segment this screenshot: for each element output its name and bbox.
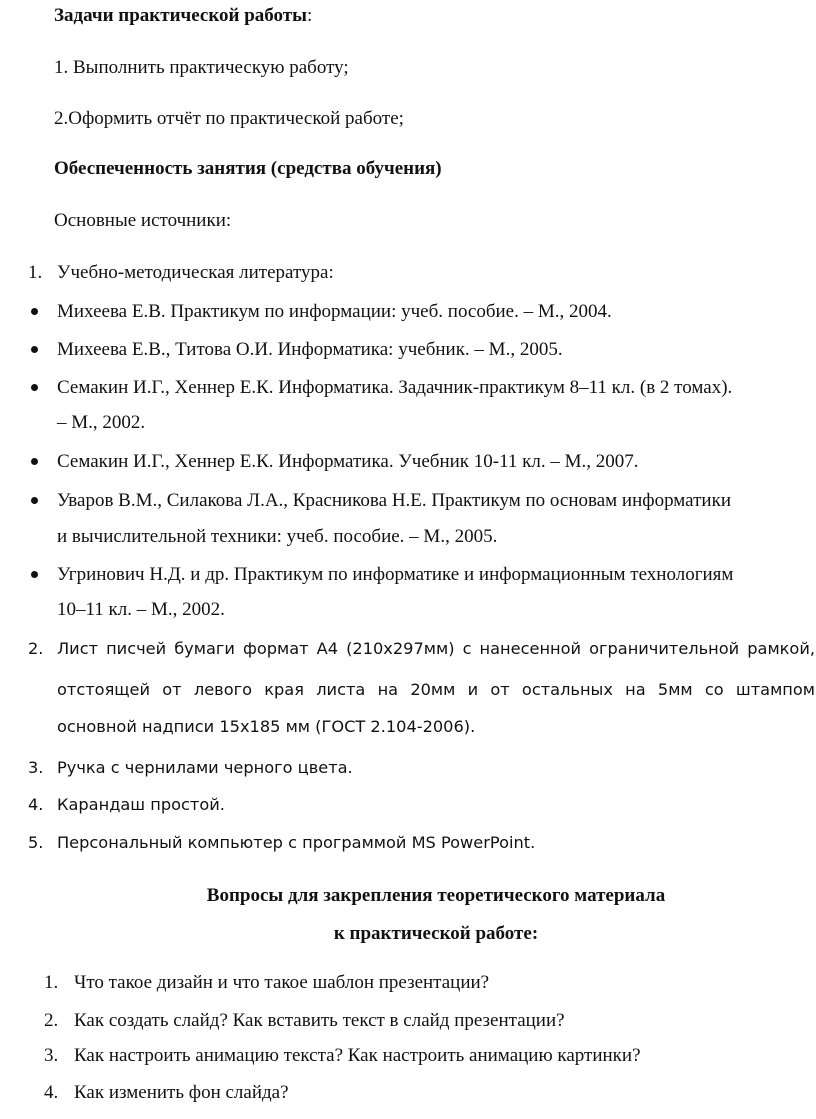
list-item-text: Учебно-методическая литература:: [57, 262, 334, 283]
task-item: 1. Выполнить практическую работу;: [54, 57, 349, 78]
literature-item: Михеева Е.В., Титова О.И. Информатика: учебник. – М., 2005.: [57, 339, 563, 360]
literature-item: Михеева Е.В. Практикум по информации: учеб. пособие. – М., 2004.: [57, 301, 612, 322]
questions-subtitle: к практической работе:: [333, 923, 539, 944]
literature-item-cont: 10–11 кл. – М., 2002.: [57, 599, 225, 620]
task-item: 2.Оформить отчёт по практической работе;: [54, 108, 404, 129]
literature-item-cont: и вычислительной техники: учеб. пособие. – М., 2005.: [57, 526, 498, 547]
bullet-icon: [31, 384, 38, 391]
question-text: Как изменить фон слайда?: [74, 1082, 289, 1103]
list-item-text: Лист писчей бумаги формат А4 (210х297мм) с нанесенной ограничительной рамкой,: [57, 639, 815, 658]
list-number: 5.: [28, 833, 44, 852]
list-number: 2.: [28, 639, 44, 658]
literature-item-cont: – М., 2002.: [57, 412, 146, 433]
bullet-icon: [31, 571, 38, 578]
tasks-heading: Задачи практической работы: [54, 5, 307, 26]
tasks-heading-colon: :: [306, 5, 313, 26]
list-item-text: Персональный компьютер с программой MS PowerPoint.: [57, 833, 536, 852]
literature-item: Уваров В.М., Силакова Л.А., Красникова Н.Е. Практикум по основам информатики: [57, 490, 731, 511]
question-text: Как настроить анимацию текста? Как настроить анимацию картинки?: [74, 1045, 641, 1066]
list-item-text-cont: отстоящей от левого края листа на 20мм и от остальных на 5мм со штампом: [57, 680, 815, 699]
question-number: 4.: [44, 1082, 59, 1103]
question-number: 2.: [44, 1010, 59, 1031]
literature-item: Семакин И.Г., Хеннер Е.К. Информатика. Задачник-практикум 8–11 кл. (в 2 томах).: [57, 377, 733, 398]
question-text: Как создать слайд? Как вставить текст в слайд презентации?: [74, 1010, 565, 1031]
tasks-heading-line: [54, 4, 312, 28]
sources-label: Основные источники:: [54, 210, 232, 231]
question-number: 1.: [44, 972, 59, 993]
questions-title: Вопросы для закрепления теоретического материала: [206, 885, 666, 906]
list-number: 4.: [28, 795, 44, 814]
provision-heading: Обеспеченность занятия (средства обучения): [54, 158, 442, 179]
literature-item: Угринович Н.Д. и др. Практикум по информатике и информационным технологиям: [57, 564, 734, 585]
list-item-text: Карандаш простой.: [57, 795, 225, 814]
list-item-text-cont: основной надписи 15х185 мм (ГОСТ 2.104-2006).: [57, 717, 476, 736]
bullet-icon: [31, 497, 38, 504]
list-number: 3.: [28, 758, 44, 777]
bullet-icon: [31, 308, 38, 315]
literature-item: Семакин И.Г., Хеннер Е.К. Информатика. Учебник 10-11 кл. – М., 2007.: [57, 451, 639, 472]
question-text: Что такое дизайн и что такое шаблон презентации?: [74, 972, 490, 993]
question-number: 3.: [44, 1045, 59, 1066]
list-item-text: Ручка с чернилами черного цвета.: [57, 758, 353, 777]
list-number: 1.: [28, 262, 43, 283]
bullet-icon: [31, 458, 38, 465]
bullet-icon: [31, 346, 38, 353]
